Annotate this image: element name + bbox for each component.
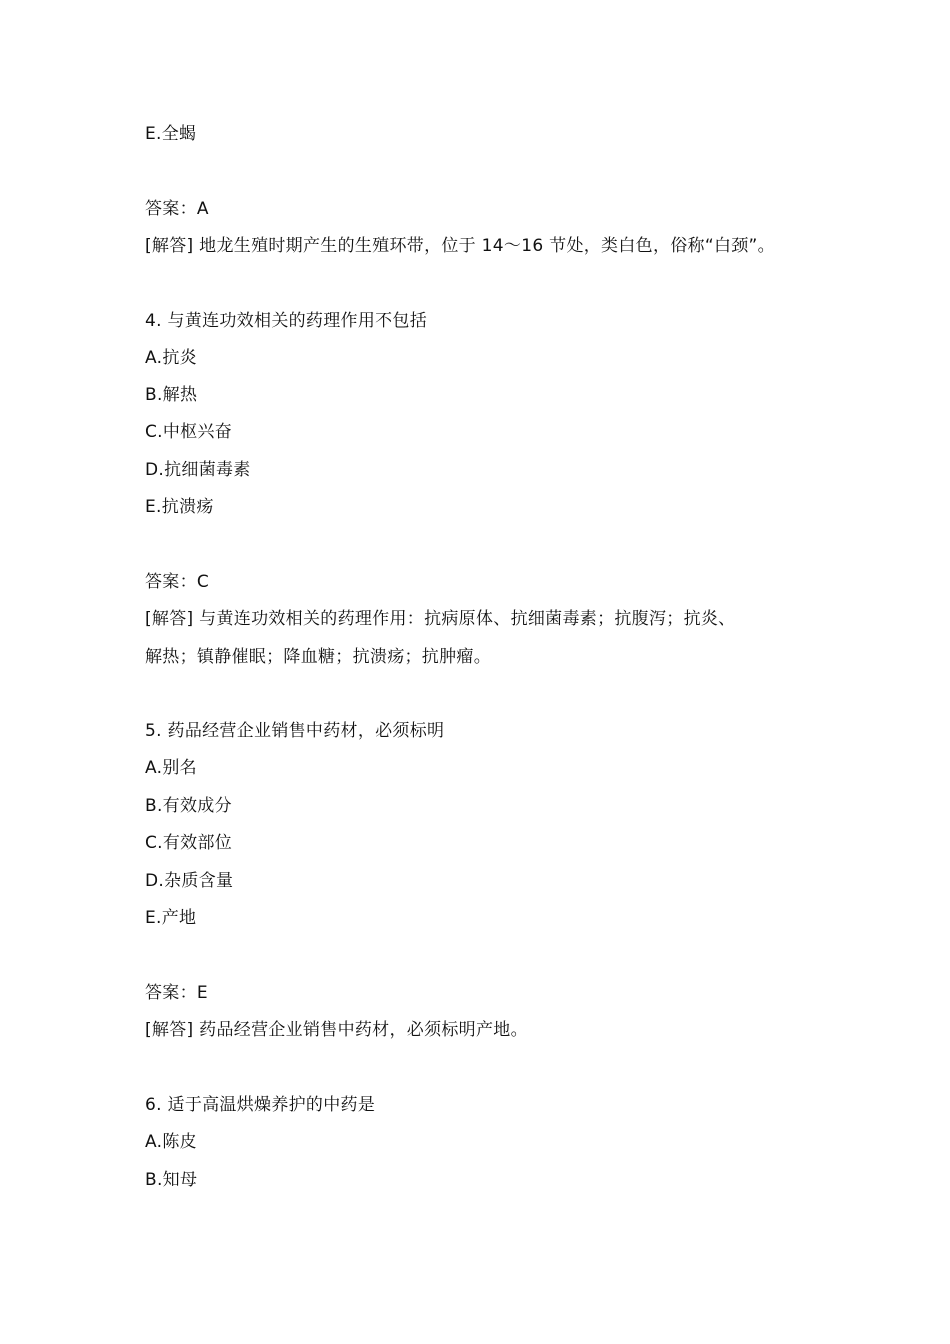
q5-option-c: C.有效部位 [145,833,233,853]
q5-explanation: [解答] 药品经营企业销售中药材，必须标明产地。 [145,1020,528,1040]
q5-stem: 5. 药品经营企业销售中药材，必须标明 [145,721,445,741]
q4-option-c: C.中枢兴奋 [145,422,233,442]
q4-option-b: B.解热 [145,385,198,405]
q4-option-e: E.抗溃疡 [145,497,214,517]
q4-stem: 4. 与黄连功效相关的药理作用不包括 [145,311,428,331]
q5-answer: 答案：E [145,983,208,1003]
prev-answer: 答案：A [145,199,209,219]
q4-option-d: D.抗细菌毒素 [145,460,251,480]
q4-answer: 答案：C [145,572,210,592]
q4-explanation-line1: [解答] 与黄连功效相关的药理作用：抗病原体、抗细菌毒素；抗腹泻；抗炎、 [145,609,736,629]
q5-option-b: B.有效成分 [145,796,232,816]
q4-explanation-line2: 解热；镇静催眠；降血糖；抗溃疡；抗肿瘤。 [145,647,491,667]
q4-option-a: A.抗炎 [145,348,197,368]
q5-option-d: D.杂质含量 [145,871,234,891]
q6-option-a: A.陈皮 [145,1132,197,1152]
q6-stem: 6. 适于高温烘燥养护的中药是 [145,1095,376,1115]
q5-option-a: A.别名 [145,758,197,778]
prev-option-e: E.全蝎 [145,124,197,144]
q5-option-e: E.产地 [145,908,197,928]
prev-explanation: [解答] 地龙生殖时期产生的生殖环带，位于 14～16 节处，类白色，俗称“白颈”。 [145,236,775,256]
q6-option-b: B.知母 [145,1170,198,1190]
